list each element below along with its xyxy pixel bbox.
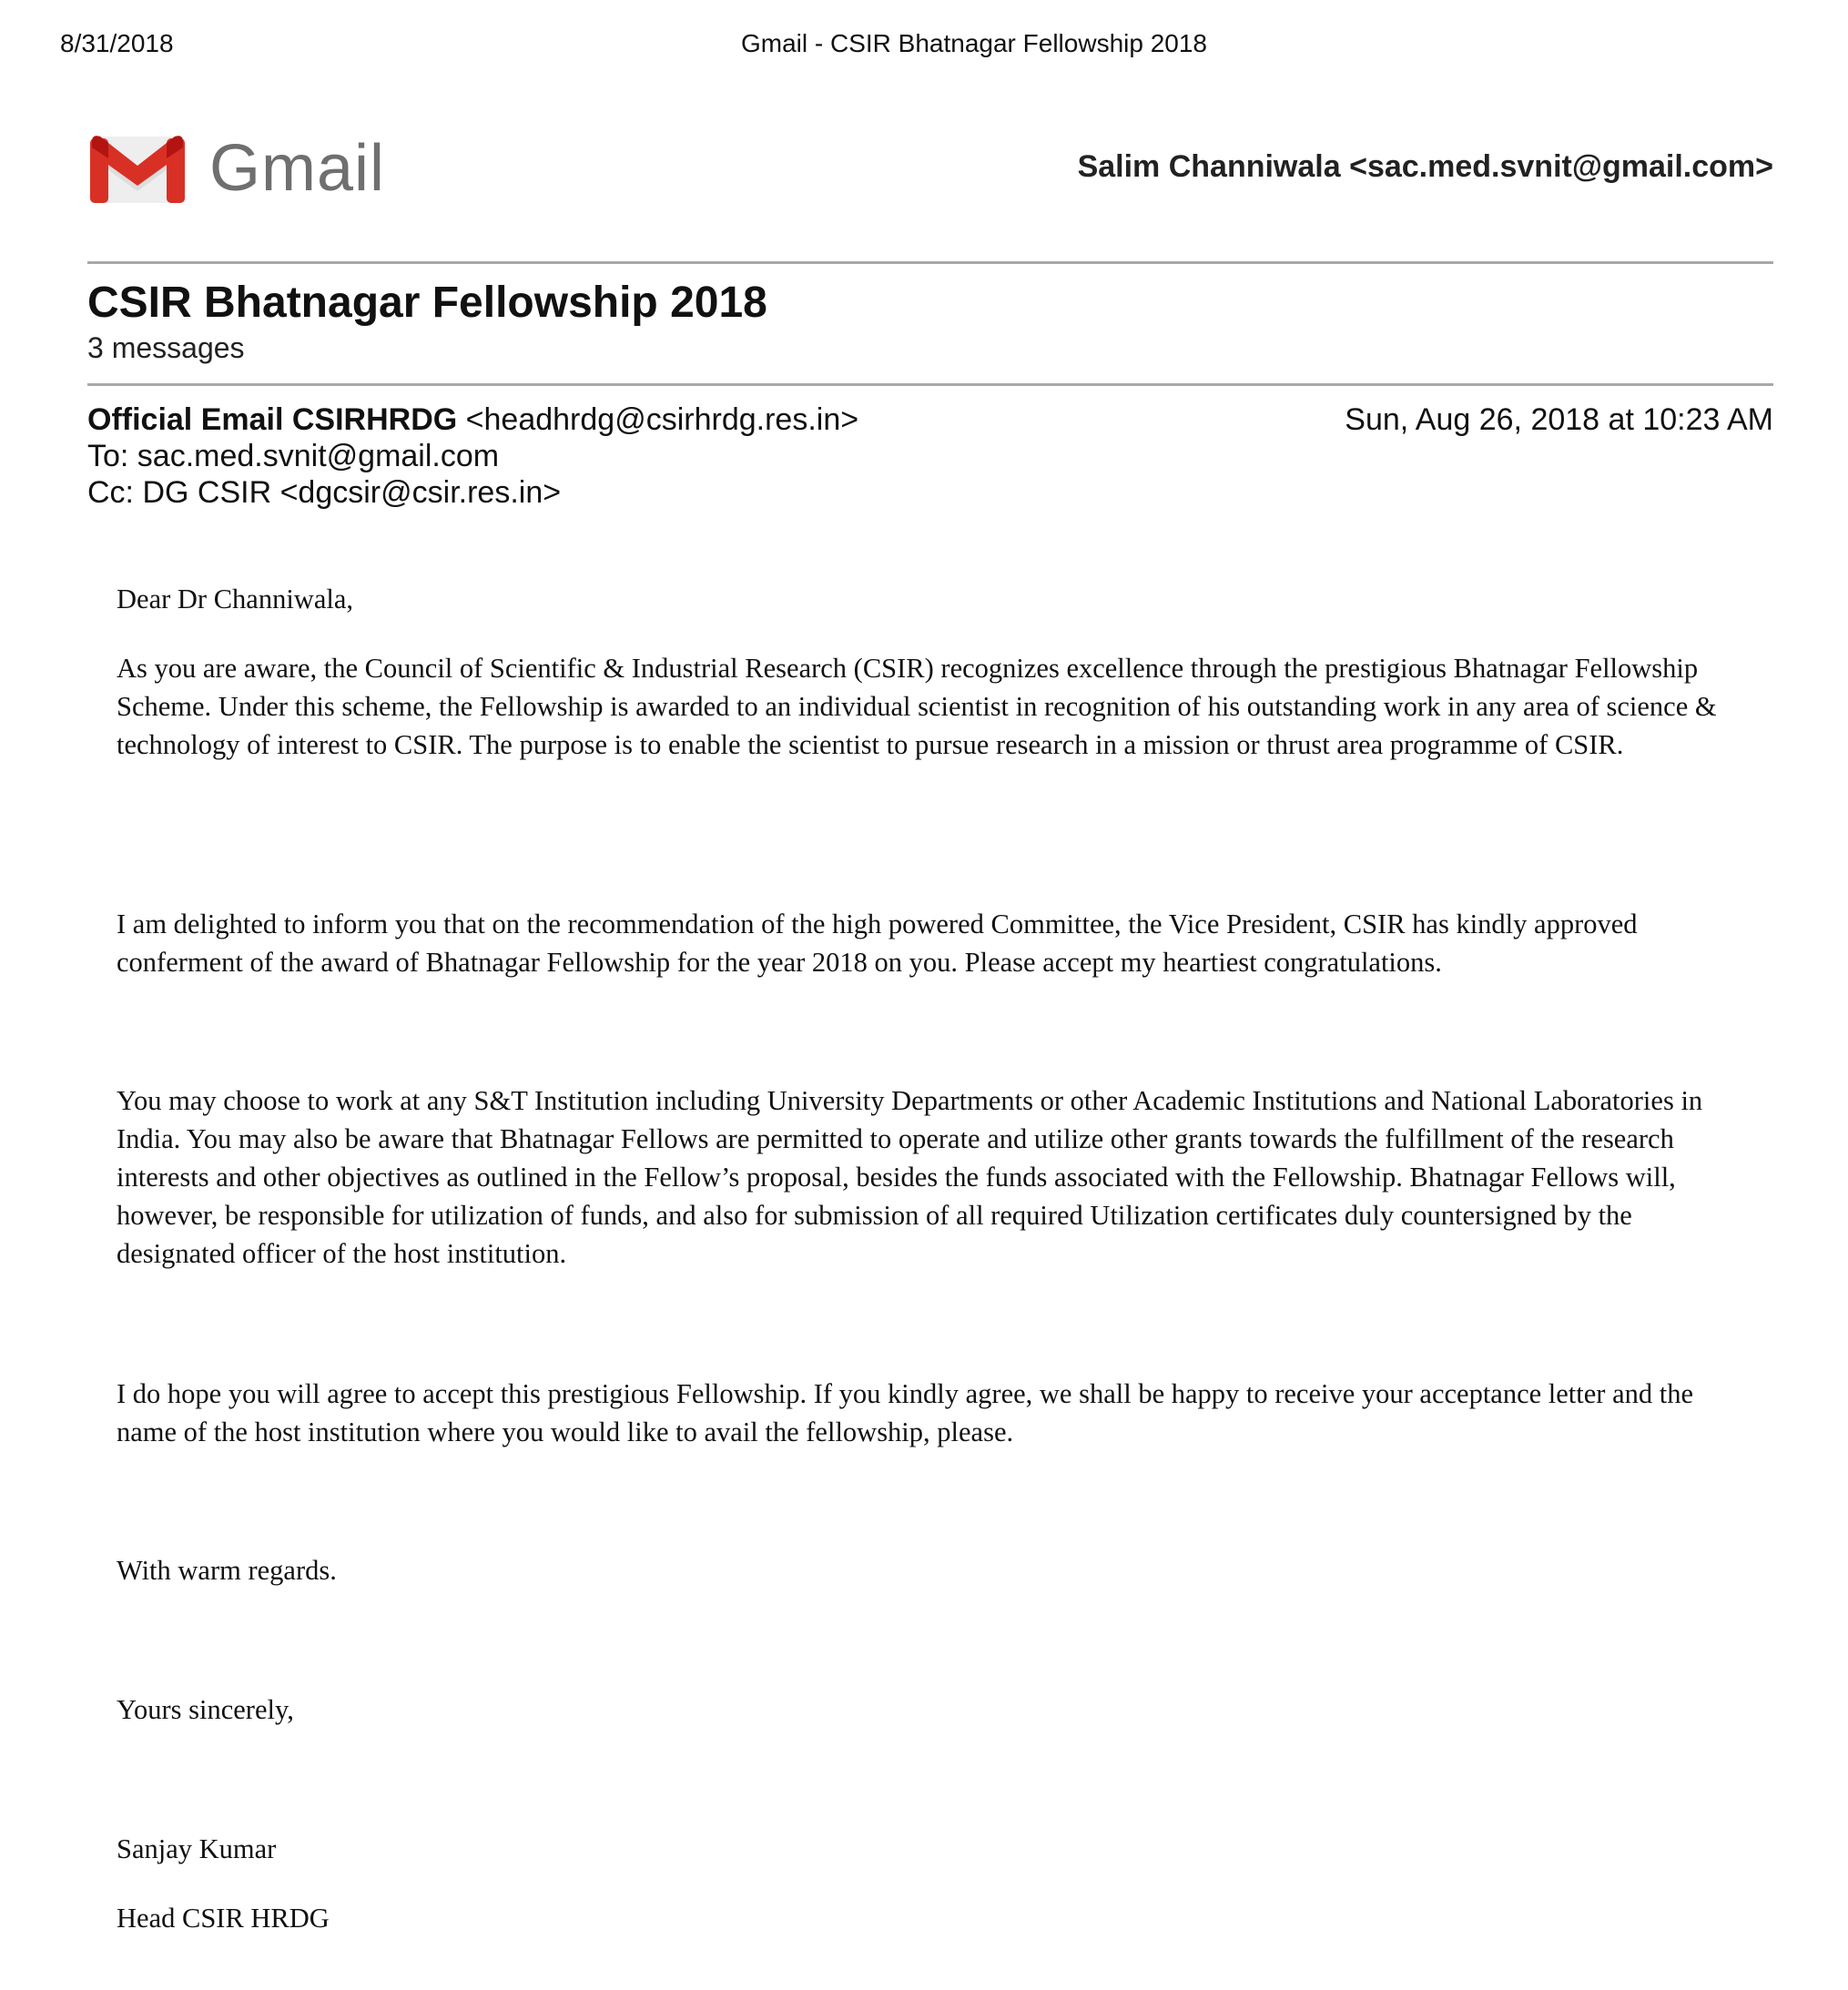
header-bar [87,127,1773,209]
regards-line: With warm regards. [117,1555,337,1586]
to-line: To: sac.med.svnit@gmail.com [87,439,500,473]
gmail-envelope-icon [87,131,188,206]
gmail-wordmark: Gmail [209,132,386,205]
body-paragraph: I do hope you will agree to accept this prestigious Fellowship. If you kindly agree, we shall be happy to receive your acceptance letter and the name of the host institution where you would like to avail the fellowship, please. [117,1378,1693,1447]
print-date: 8/31/2018 [60,29,174,57]
divider [87,383,1773,386]
account-label: Salim Channiwala <sac.med.svnit@gmail.com> [1077,149,1773,184]
closing-line: Yours sincerely, [117,1694,294,1725]
body-paragraph: I am delighted to inform you that on the recommendation of the high powered Committee, the Vice President, CSIR has kindly approved conferment of the award of Bhatnagar Fellowship for the year 2018 on you. Please accept my heartiest congratulations. [117,909,1638,978]
sender-name: Official Email CSIRHRDG [87,402,458,437]
signature-name: Sanjay Kumar [117,1833,277,1864]
greeting: Dear Dr Channiwala, [117,584,353,614]
body-paragraph: As you are aware, the Council of Scientific & Industrial Research (CSIR) recognizes excellence through the prestigious Bhatnagar Fellowship Scheme. Under this scheme, the Fellowship is awarded to an individual scientist in recognition of his outstanding work in any area of science & technology of interest to CSIR. The purpose is to enable the scientist to pursue research in a mission or thrust area programme of CSIR. [117,653,1717,760]
print-header [0,29,1848,66]
gmail-logo[interactable] [87,131,385,206]
message-header [87,401,1773,511]
cc-line: Cc: DG CSIR <dgcsir@csir.res.in> [87,475,562,510]
divider [87,261,1773,264]
message-count: 3 messages [87,331,245,364]
signature-title: Head CSIR HRDG [117,1903,330,1934]
print-title: Gmail - CSIR Bhatnagar Fellowship 2018 [740,29,1207,57]
message-date: Sun, Aug 26, 2018 at 10:23 AM [1345,402,1773,437]
sender-email[interactable]: <headhrdg@csirhrdg.res.in> [465,402,859,437]
thread-subject: CSIR Bhatnagar Fellowship 2018 [87,279,767,327]
body-paragraph: You may choose to work at any S&T Institution including University Departments or other Academic Institutions and National Laboratories in India. You may also be aware that Bhatnagar Fellows are permitted to operate and utilize other grants towards the fulfillment of the research interests and other objectives as outlined in the Fellow’s proposal, besides the funds associated with the Fellowship. Bhatnagar Fellows will, however, be responsible for utilization of funds, and also for submission of all required Utilization certificates duly countersigned by the designated officer of the host institution. [117,1085,1703,1269]
